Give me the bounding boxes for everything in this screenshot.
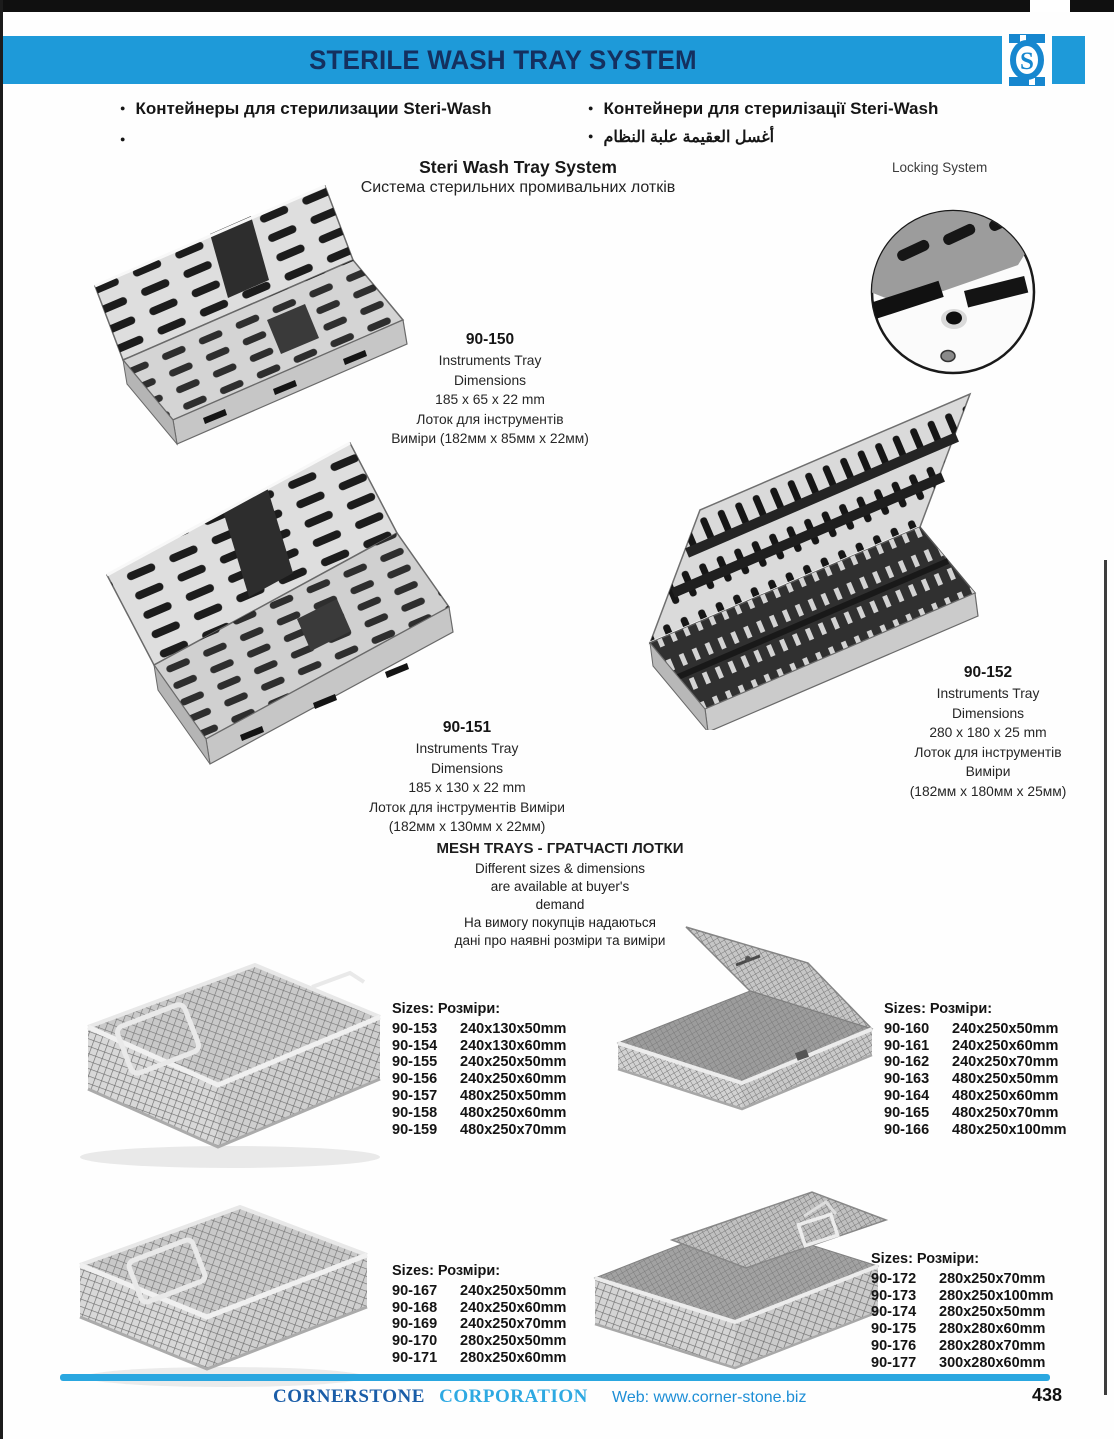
size-row	[392, 1316, 566, 1333]
bullet-ar	[588, 127, 774, 147]
size-code: 90-173	[871, 1287, 917, 1304]
size-code: 90-157	[392, 1087, 438, 1104]
size-list-heading: Sizes: Розміри:	[871, 1251, 980, 1267]
size-code: 90-164	[884, 1087, 930, 1104]
mesh-section-line: На вимогу покупців надаються	[464, 915, 656, 930]
intro-subtitle: Система стерильних промивальних лотків	[360, 179, 676, 196]
size-code: 90-165	[884, 1104, 930, 1121]
product-code: 90-152	[963, 664, 1013, 681]
size-row	[392, 1088, 566, 1105]
size-code: 90-155	[392, 1054, 438, 1071]
product-name: Instruments Tray	[415, 741, 519, 756]
size-value: 240x250x70mm	[952, 1054, 1059, 1071]
size-code: 90-153	[392, 1020, 438, 1037]
size-value: 280x250x50mm	[939, 1304, 1046, 1321]
mesh-lidbox-photo-1	[600, 925, 890, 1121]
size-code: 90-168	[392, 1299, 438, 1316]
size-value: 480x250x60mm	[460, 1104, 567, 1121]
mesh-section-line: are available at buyer's	[490, 879, 630, 894]
product-code: 90-150	[465, 331, 515, 348]
bullet-icon	[588, 127, 593, 147]
bullet-ru-text: Контейнеры для стерилизации Steri-Wash	[135, 99, 492, 118]
product-dim-label-uk: Виміри	[965, 764, 1011, 779]
mesh-basket-photo-1	[50, 935, 400, 1175]
size-value: 480x250x70mm	[952, 1104, 1059, 1121]
size-value: 280x250x100mm	[939, 1287, 1054, 1304]
page-top-border	[0, 0, 1114, 12]
size-value: 240x250x50mm	[952, 1020, 1059, 1037]
size-code: 90-175	[871, 1321, 917, 1338]
size-value: 480x250x50mm	[460, 1087, 567, 1104]
size-code: 90-159	[392, 1121, 438, 1138]
size-row	[884, 1021, 1067, 1038]
size-code: 90-158	[392, 1104, 438, 1121]
footer-rule	[60, 1374, 1050, 1381]
size-value: 240x130x60mm	[460, 1037, 567, 1054]
size-code: 90-169	[392, 1316, 438, 1333]
size-value: 240x130x50mm	[460, 1020, 567, 1037]
page-title: STERILE WASH TRAY SYSTEM	[308, 44, 697, 75]
mesh-tray-with-lid-image	[580, 1170, 890, 1385]
product-dim-label: Dimensions	[430, 760, 504, 776]
locking-system-detail-image	[868, 207, 1038, 377]
product-dimensions-uk: (182мм x 130мм x 22мм)	[388, 819, 546, 834]
size-row	[884, 1105, 1067, 1122]
size-code: 90-174	[871, 1304, 917, 1321]
size-value: 300x280x60mm	[939, 1354, 1046, 1371]
product-caption-90-151	[317, 719, 617, 837]
mesh-lidbox-photo-2	[580, 1170, 890, 1385]
brand-suffix: CORPORATION	[439, 1386, 588, 1407]
size-code: 90-162	[884, 1054, 930, 1071]
size-value: 280x250x50mm	[460, 1333, 567, 1350]
locking-system-photo	[868, 207, 1038, 377]
size-row	[392, 1333, 566, 1350]
product-code: 90-151	[442, 719, 492, 736]
size-row	[392, 1071, 566, 1088]
page-top-border-notch	[1030, 0, 1070, 12]
size-row	[392, 1300, 566, 1317]
size-list-3	[392, 1263, 566, 1367]
mesh-section-title: MESH TRAYS - ГРАТЧАСТІ ЛОТКИ	[436, 840, 684, 857]
footer-website: Web: www.corner-stone.biz	[612, 1389, 807, 1406]
size-value: 240x250x60mm	[460, 1071, 567, 1088]
size-code: 90-170	[392, 1333, 438, 1350]
bullet-icon	[588, 99, 593, 119]
size-row	[392, 1054, 566, 1071]
size-list-2	[884, 1001, 1067, 1138]
size-value: 240x250x60mm	[460, 1299, 567, 1316]
product-dim-label: Dimensions	[951, 705, 1025, 721]
size-value: 480x250x50mm	[952, 1071, 1059, 1088]
size-value: 480x250x70mm	[460, 1121, 567, 1138]
size-row	[871, 1271, 1054, 1288]
size-row	[871, 1321, 1054, 1338]
bullet-empty	[120, 130, 125, 150]
mesh-basket-image	[55, 1185, 385, 1395]
size-code: 90-160	[884, 1020, 930, 1037]
intro-title: Steri Wash Tray System	[419, 157, 617, 177]
size-list-1	[392, 1001, 566, 1138]
size-value: 280x280x70mm	[939, 1337, 1046, 1354]
size-value: 480x250x60mm	[952, 1087, 1059, 1104]
size-code: 90-177	[871, 1354, 917, 1371]
size-list-heading: Sizes: Розміри:	[392, 1263, 501, 1279]
size-value: 280x250x60mm	[460, 1349, 567, 1366]
size-value: 480x250x100mm	[952, 1121, 1067, 1138]
size-row	[392, 1283, 566, 1300]
size-code: 90-163	[884, 1071, 930, 1088]
bullet-ru	[120, 99, 492, 119]
product-dimensions-uk: Виміри (182мм x 85мм x 22мм)	[391, 431, 589, 446]
size-value: 240x250x70mm	[460, 1316, 567, 1333]
mesh-tray-with-lid-image	[600, 925, 890, 1121]
mesh-section-line: demand	[535, 897, 585, 912]
cornerstone-logo-icon	[1006, 34, 1048, 86]
bullet-uk-text: Контейнери для стерилізації Steri-Wash	[603, 99, 939, 118]
mesh-basket-image	[50, 935, 400, 1175]
product-name-uk: Лоток для інструментів	[914, 744, 1062, 760]
footer-brand	[273, 1386, 588, 1408]
size-value: 280x250x70mm	[939, 1270, 1046, 1287]
size-code: 90-154	[392, 1037, 438, 1054]
product-name: Instruments Tray	[936, 686, 1040, 701]
size-row	[884, 1122, 1067, 1139]
size-row	[871, 1338, 1054, 1355]
size-code: 90-161	[884, 1037, 930, 1054]
size-list-heading: Sizes: Розміри:	[884, 1001, 993, 1017]
mesh-basket-photo-2	[55, 1185, 385, 1395]
logo-block	[1002, 30, 1052, 90]
product-dim-label: Dimensions	[453, 372, 527, 388]
mesh-section-line: дані про наявні розміри та виміри	[454, 933, 666, 948]
size-row	[392, 1350, 566, 1367]
size-row	[871, 1355, 1054, 1372]
size-row	[392, 1122, 566, 1139]
page-number: 438	[1031, 1385, 1062, 1405]
mesh-section-line: Different sizes & dimensions	[474, 861, 646, 876]
page-left-border	[0, 0, 3, 1439]
product-name-uk: Лоток для інструментів Виміри	[369, 799, 565, 815]
svg-text:S: S	[1020, 48, 1034, 75]
size-row	[884, 1088, 1067, 1105]
size-row	[392, 1105, 566, 1122]
product-dimensions: 280 x 180 x 25 mm	[929, 725, 1047, 740]
bullet-uk	[588, 99, 938, 119]
size-list-4	[871, 1251, 1054, 1372]
locking-system-label: Locking System	[892, 160, 988, 175]
size-code: 90-156	[392, 1071, 438, 1088]
size-row	[871, 1304, 1054, 1321]
product-dimensions: 185 x 130 x 22 mm	[408, 780, 526, 795]
size-row	[392, 1038, 566, 1055]
bullet-icon	[120, 99, 125, 119]
header-bar-right	[1052, 36, 1085, 84]
bullet-ar-text: أغسل العقيمة علبة النظام	[603, 129, 775, 146]
size-code: 90-172	[871, 1270, 917, 1287]
size-row	[871, 1288, 1054, 1305]
size-code: 90-171	[392, 1349, 438, 1366]
product-dimensions: 185 x 65 x 22 mm	[435, 392, 545, 407]
size-value: 280x280x60mm	[939, 1321, 1046, 1338]
product-caption-90-152	[838, 664, 1114, 801]
product-name-uk: Лоток для інструментів	[416, 411, 564, 427]
brand-name: CORNERSTONE	[273, 1386, 425, 1407]
size-row	[884, 1054, 1067, 1071]
product-dimensions-uk: (182мм x 180мм x 25мм)	[909, 783, 1067, 799]
header-bar	[3, 36, 1002, 84]
size-value: 240x250x50mm	[460, 1054, 567, 1071]
size-value: 240x250x60mm	[952, 1037, 1059, 1054]
size-value: 240x250x50mm	[460, 1282, 567, 1299]
size-code: 90-166	[884, 1121, 930, 1138]
bullet-icon	[120, 130, 125, 150]
size-row	[392, 1021, 566, 1038]
product-name: Instruments Tray	[438, 353, 542, 368]
size-code: 90-167	[392, 1282, 438, 1299]
size-list-heading: Sizes: Розміри:	[392, 1001, 501, 1017]
size-row	[884, 1038, 1067, 1055]
size-code: 90-176	[871, 1337, 917, 1354]
size-row	[884, 1071, 1067, 1088]
